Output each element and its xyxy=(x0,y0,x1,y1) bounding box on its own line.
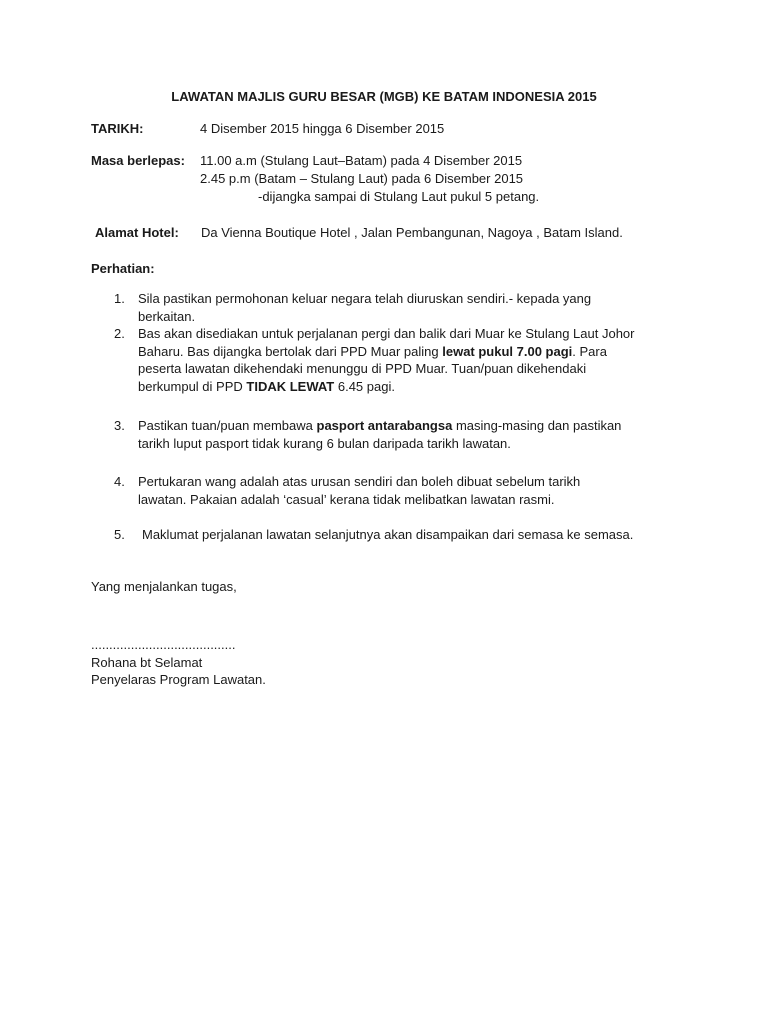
list-item-line: tarikh luput pasport tidak kurang 6 bulan daripada tarikh lawatan. xyxy=(138,435,511,451)
list-item-line xyxy=(138,417,698,435)
emphasis-pasport: pasport antarabangsa xyxy=(316,418,453,433)
text-run: Pastikan tuan/puan membawa xyxy=(138,418,317,433)
emphasis-lewat-pukul: lewat pukul 7.00 pagi xyxy=(442,343,573,359)
list-item xyxy=(138,325,698,395)
emphasis-tidak-lewat: TIDAK LEWAT xyxy=(246,378,335,394)
text-run: . Para xyxy=(572,343,607,359)
signer-title: Penyelaras Program Lawatan. xyxy=(91,672,266,687)
closing-text: Yang menjalankan tugas, xyxy=(91,579,237,594)
list-item xyxy=(138,417,698,452)
list-item-line xyxy=(138,343,698,361)
list-item-line: Sila pastikan permohonan keluar negara telah diuruskan sendiri.- kepada yang xyxy=(138,291,592,306)
list-item-number: 2. xyxy=(114,326,125,341)
tarikh-label: TARIKH: xyxy=(91,121,144,136)
list-item-line: Pertukaran wang adalah atas urusan sendiri dan boleh dibuat sebelum tarikh xyxy=(138,474,581,489)
text-run: berkumpul di PPD xyxy=(138,378,247,394)
list-item-line: lawatan. Pakaian adalah ‘casual’ kerana tidak melibatkan lawatan rasmi. xyxy=(138,491,555,507)
text-run: 6.45 pagi. xyxy=(334,378,395,394)
list-item-number: 5. xyxy=(114,527,125,542)
list-item-line: Bas akan disediakan untuk perjalanan pergi dan balik dari Muar ke Stulang Laut Johor xyxy=(138,326,635,341)
list-item-line: Maklumat perjalanan lawatan selanjutnya akan disampaikan dari semasa ke semasa. xyxy=(142,527,634,542)
masa-label: Masa berlepas: xyxy=(91,153,185,168)
hotel-label: Alamat Hotel: xyxy=(95,225,179,240)
perhatian-heading: Perhatian: xyxy=(91,261,155,276)
masa-line-2: 2.45 p.m (Batam – Stulang Laut) pada 6 Disember 2015 xyxy=(200,171,524,186)
list-item-number: 1. xyxy=(114,291,125,306)
signature-line: ........................................ xyxy=(91,637,236,652)
document-title: LAWATAN MAJLIS GURU BESAR (MGB) KE BATAM INDONESIA 2015 xyxy=(171,89,597,104)
signer-name: Rohana bt Selamat xyxy=(91,655,203,670)
text-run: Baharu. Bas dijangka bertolak dari PPD Muar paling xyxy=(138,343,443,359)
list-item xyxy=(138,473,698,508)
text-run: masing-masing dan pastikan xyxy=(452,418,622,433)
list-item xyxy=(138,290,698,325)
list-item-line: peserta lawatan dikehendaki menunggu di PPD Muar. Tuan/puan dikehendaki xyxy=(138,361,587,376)
list-item-number: 4. xyxy=(114,474,125,489)
list-item xyxy=(142,526,702,544)
masa-line-3: -dijangka sampai di Stulang Laut pukul 5 petang. xyxy=(258,189,540,204)
masa-line-1: 11.00 a.m (Stulang Laut–Batam) pada 4 Disember 2015 xyxy=(200,153,523,168)
list-item-line xyxy=(138,378,698,396)
tarikh-value: 4 Disember 2015 hingga 6 Disember 2015 xyxy=(200,121,445,136)
list-item-number: 3. xyxy=(114,418,125,433)
hotel-value: Da Vienna Boutique Hotel , Jalan Pembangunan, Nagoya , Batam Island. xyxy=(201,225,623,240)
list-item-line: berkaitan. xyxy=(138,308,196,324)
